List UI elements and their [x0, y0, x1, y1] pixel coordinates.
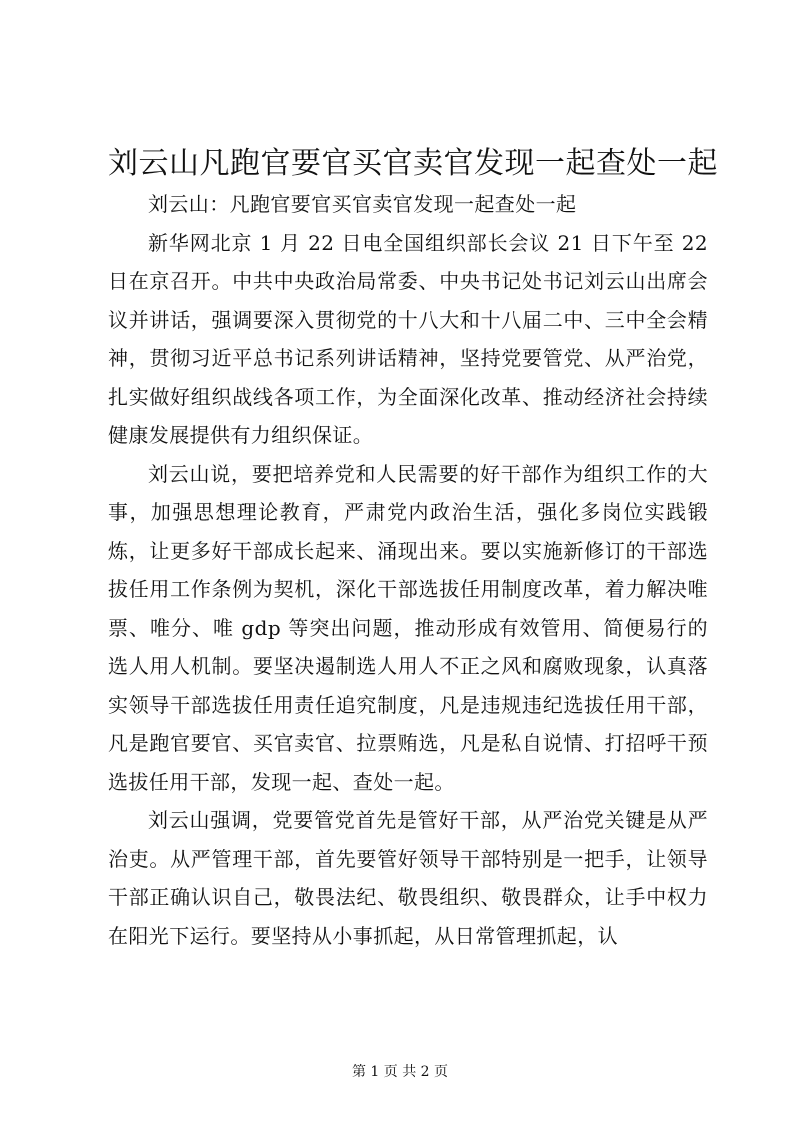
paragraph: 刘云山强调，党要管党首先是管好干部，从严治党关键是从严治吏。从严管理干部，首先要管好领导干部特别是一把手，让领导干部正确认识自己，敬畏法纪、敬畏组织、敬畏群众，让手中权力在阳光下运行。要坚持从小事抓起，从日常管理抓起，认: [108, 808, 708, 948]
paragraph: 新华网北京 1 月 22 日电全国组织部长会议 21 日下午至 22 日在京召开。中共中央政治局常委、中央书记处书记刘云山出席会议并讲话，强调要深入贯彻党的十八大和十八届二中、三中全会精神，贯彻习近平总书记系列讲话精神，坚持党要管党、从严治党，扎实做好组织战线各项工作，为全面深化改革、推动经济社会持续健康发展提供有力组织保证。: [108, 230, 708, 447]
document-body: [108, 185, 708, 955]
document-title: 刘云山凡跑官要官买官卖官发现一起查处一起: [108, 146, 718, 181]
page-number-footer: 第 1 页 共 2 页: [351, 1064, 449, 1080]
paragraph: 刘云山说，要把培养党和人民需要的好干部作为组织工作的大事，加强思想理论教育，严肃党内政治生活，强化多岗位实践锻炼，让更多好干部成长起来、涌现出来。要以实施新修订的干部选拔任用工作条例为契机，深化干部选拔任用制度改革，着力解决唯票、唯分、唯 gdp 等突出问题，推动形成有效管用、简便易行的选人用人机制。要坚决遏制选人用人不正之风和腐败现象，认真落实领导干部选拔任用责任追究制度，凡是违规违纪选拔任用干部，凡是跑官要官、买官卖官、拉票贿选，凡是私自说情、打招呼干预选拔任用干部，发现一起、查处一起。: [108, 461, 708, 794]
paragraph-subtitle: 刘云山：凡跑官要官买官卖官发现一起查处一起: [148, 192, 577, 216]
